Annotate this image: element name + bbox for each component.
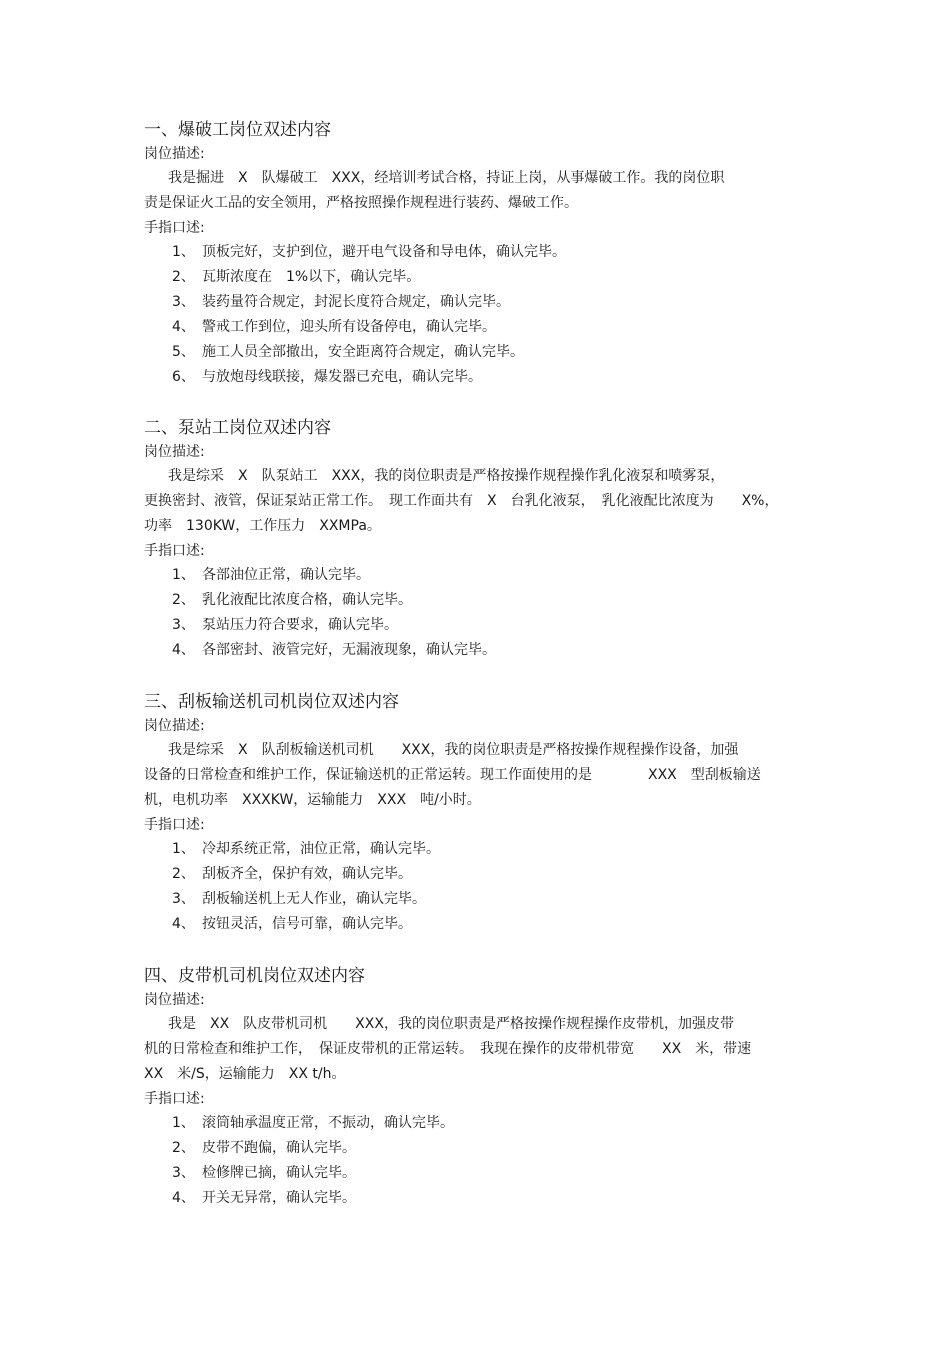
list-item (144, 1186, 824, 1211)
desc-label: 岗位描述: (144, 146, 205, 162)
item-text: 乳化液配比浓度合格，确认完毕。 (202, 592, 412, 608)
section-belt-conveyor (144, 964, 824, 1211)
desc-line: 我是 XX 队皮带机司机 XXX，我的岗位职责是严格按操作规程操作皮带机，加强皮带 (168, 1016, 734, 1032)
item-number: 6、 (172, 369, 195, 385)
section-title: 一、爆破工岗位双述内容 (144, 120, 331, 140)
section-blaster (144, 118, 824, 390)
desc-line: 功率 130KW，工作压力 XXMPa。 (144, 518, 381, 534)
item-text: 与放炮母线联接，爆发器已充电，确认完毕。 (202, 369, 482, 385)
section-title: 二、泵站工岗位双述内容 (144, 418, 331, 438)
item-text: 装药量符合规定，封泥长度符合规定，确认完毕。 (202, 294, 510, 310)
section-pump-station (144, 416, 824, 663)
checklist (144, 563, 824, 663)
list-item (144, 290, 824, 315)
desc-line: 责是保证火工品的安全领用，严格按照操作规程进行装药、爆破工作。 (144, 195, 578, 211)
list-item (144, 340, 824, 365)
item-text: 开关无异常，确认完毕。 (202, 1190, 356, 1206)
item-number: 1、 (172, 841, 195, 857)
list-item (144, 613, 824, 638)
list-item (144, 862, 824, 887)
item-text: 按钮灵活，信号可靠，确认完毕。 (202, 916, 412, 932)
desc-label: 岗位描述: (144, 718, 205, 734)
item-number: 2、 (172, 592, 195, 608)
item-number: 2、 (172, 866, 195, 882)
desc-line: 机，电机功率 XXXKW，运输能力 XXX 吨/小时。 (144, 792, 481, 808)
item-text: 瓦斯浓度在 1%以下，确认完毕。 (202, 269, 421, 285)
item-text: 刮板齐全，保护有效，确认完毕。 (202, 866, 412, 882)
list-item (144, 265, 824, 290)
checklist (144, 837, 824, 937)
list-item (144, 315, 824, 340)
finger-label: 手指口述: (144, 817, 205, 833)
list-item (144, 588, 824, 613)
item-number: 2、 (172, 269, 195, 285)
desc-line: 我是综采 X 队刮板输送机司机 XXX，我的岗位职责是严格按操作规程操作设备，加强 (168, 742, 739, 758)
finger-label: 手指口述: (144, 543, 205, 559)
item-text: 顶板完好，支护到位，避开电气设备和导电体，确认完毕。 (202, 244, 566, 260)
item-number: 2、 (172, 1140, 195, 1156)
list-item (144, 1161, 824, 1186)
item-number: 4、 (172, 319, 195, 335)
desc-line: 设备的日常检查和维护工作，保证输送机的正常运转。现工作面使用的是 XXX 型刮板输送 (144, 767, 761, 783)
desc-paragraph (144, 166, 824, 216)
item-number: 1、 (172, 244, 195, 260)
desc-line: 机的日常检查和维护工作， 保证皮带机的正常运转。 我现在操作的皮带机带宽 XX 米，带速 (144, 1041, 752, 1057)
item-number: 3、 (172, 294, 195, 310)
list-item (144, 638, 824, 663)
list-item (144, 887, 824, 912)
desc-label: 岗位描述: (144, 444, 205, 460)
list-item (144, 563, 824, 588)
item-number: 1、 (172, 567, 195, 583)
item-text: 检修牌已摘，确认完毕。 (202, 1165, 356, 1181)
item-text: 各部密封、液管完好，无漏液现象，确认完毕。 (202, 642, 496, 658)
item-number: 5、 (172, 344, 195, 360)
item-number: 3、 (172, 1165, 195, 1181)
desc-paragraph (144, 738, 824, 813)
item-number: 4、 (172, 1190, 195, 1206)
desc-line: 我是掘进 X 队爆破工 XXX，经培训考试合格，持证上岗，从事爆破工作。我的岗位职 (168, 170, 725, 186)
finger-label: 手指口述: (144, 220, 205, 236)
list-item (144, 365, 824, 390)
desc-line: XX 米/S，运输能力 XX t/h。 (144, 1066, 346, 1082)
item-text: 滚筒轴承温度正常，不振动，确认完毕。 (202, 1115, 454, 1131)
section-title: 四、皮带机司机岗位双述内容 (144, 966, 365, 986)
item-number: 4、 (172, 642, 195, 658)
item-text: 刮板输送机上无人作业，确认完毕。 (202, 891, 426, 907)
desc-line: 我是综采 X 队泵站工 XXX，我的岗位职责是严格按操作规程操作乳化液泵和喷雾泵， (168, 468, 725, 484)
list-item (144, 1136, 824, 1161)
desc-label: 岗位描述: (144, 992, 205, 1008)
item-text: 皮带不跑偏，确认完毕。 (202, 1140, 356, 1156)
desc-line: 更换密封、液管，保证泵站正常工作。 现工作面共有 X 台乳化液泵， 乳化液配比浓度为 X%， (144, 493, 779, 509)
item-number: 3、 (172, 617, 195, 633)
item-number: 3、 (172, 891, 195, 907)
checklist (144, 1111, 824, 1211)
list-item (144, 240, 824, 265)
item-text: 各部油位正常，确认完毕。 (202, 567, 370, 583)
item-number: 4、 (172, 916, 195, 932)
list-item (144, 837, 824, 862)
desc-paragraph (144, 1012, 824, 1087)
section-title: 三、刮板输送机司机岗位双述内容 (144, 692, 399, 712)
finger-label: 手指口述: (144, 1091, 205, 1107)
item-text: 施工人员全部撤出，安全距离符合规定，确认完毕。 (202, 344, 524, 360)
list-item (144, 1111, 824, 1136)
checklist (144, 240, 824, 390)
item-text: 警戒工作到位，迎头所有设备停电，确认完毕。 (202, 319, 496, 335)
item-text: 泵站压力符合要求，确认完毕。 (202, 617, 398, 633)
desc-paragraph (144, 464, 824, 539)
list-item (144, 912, 824, 937)
section-scraper-conveyor (144, 690, 824, 937)
item-number: 1、 (172, 1115, 195, 1131)
item-text: 冷却系统正常，油位正常，确认完毕。 (202, 841, 440, 857)
